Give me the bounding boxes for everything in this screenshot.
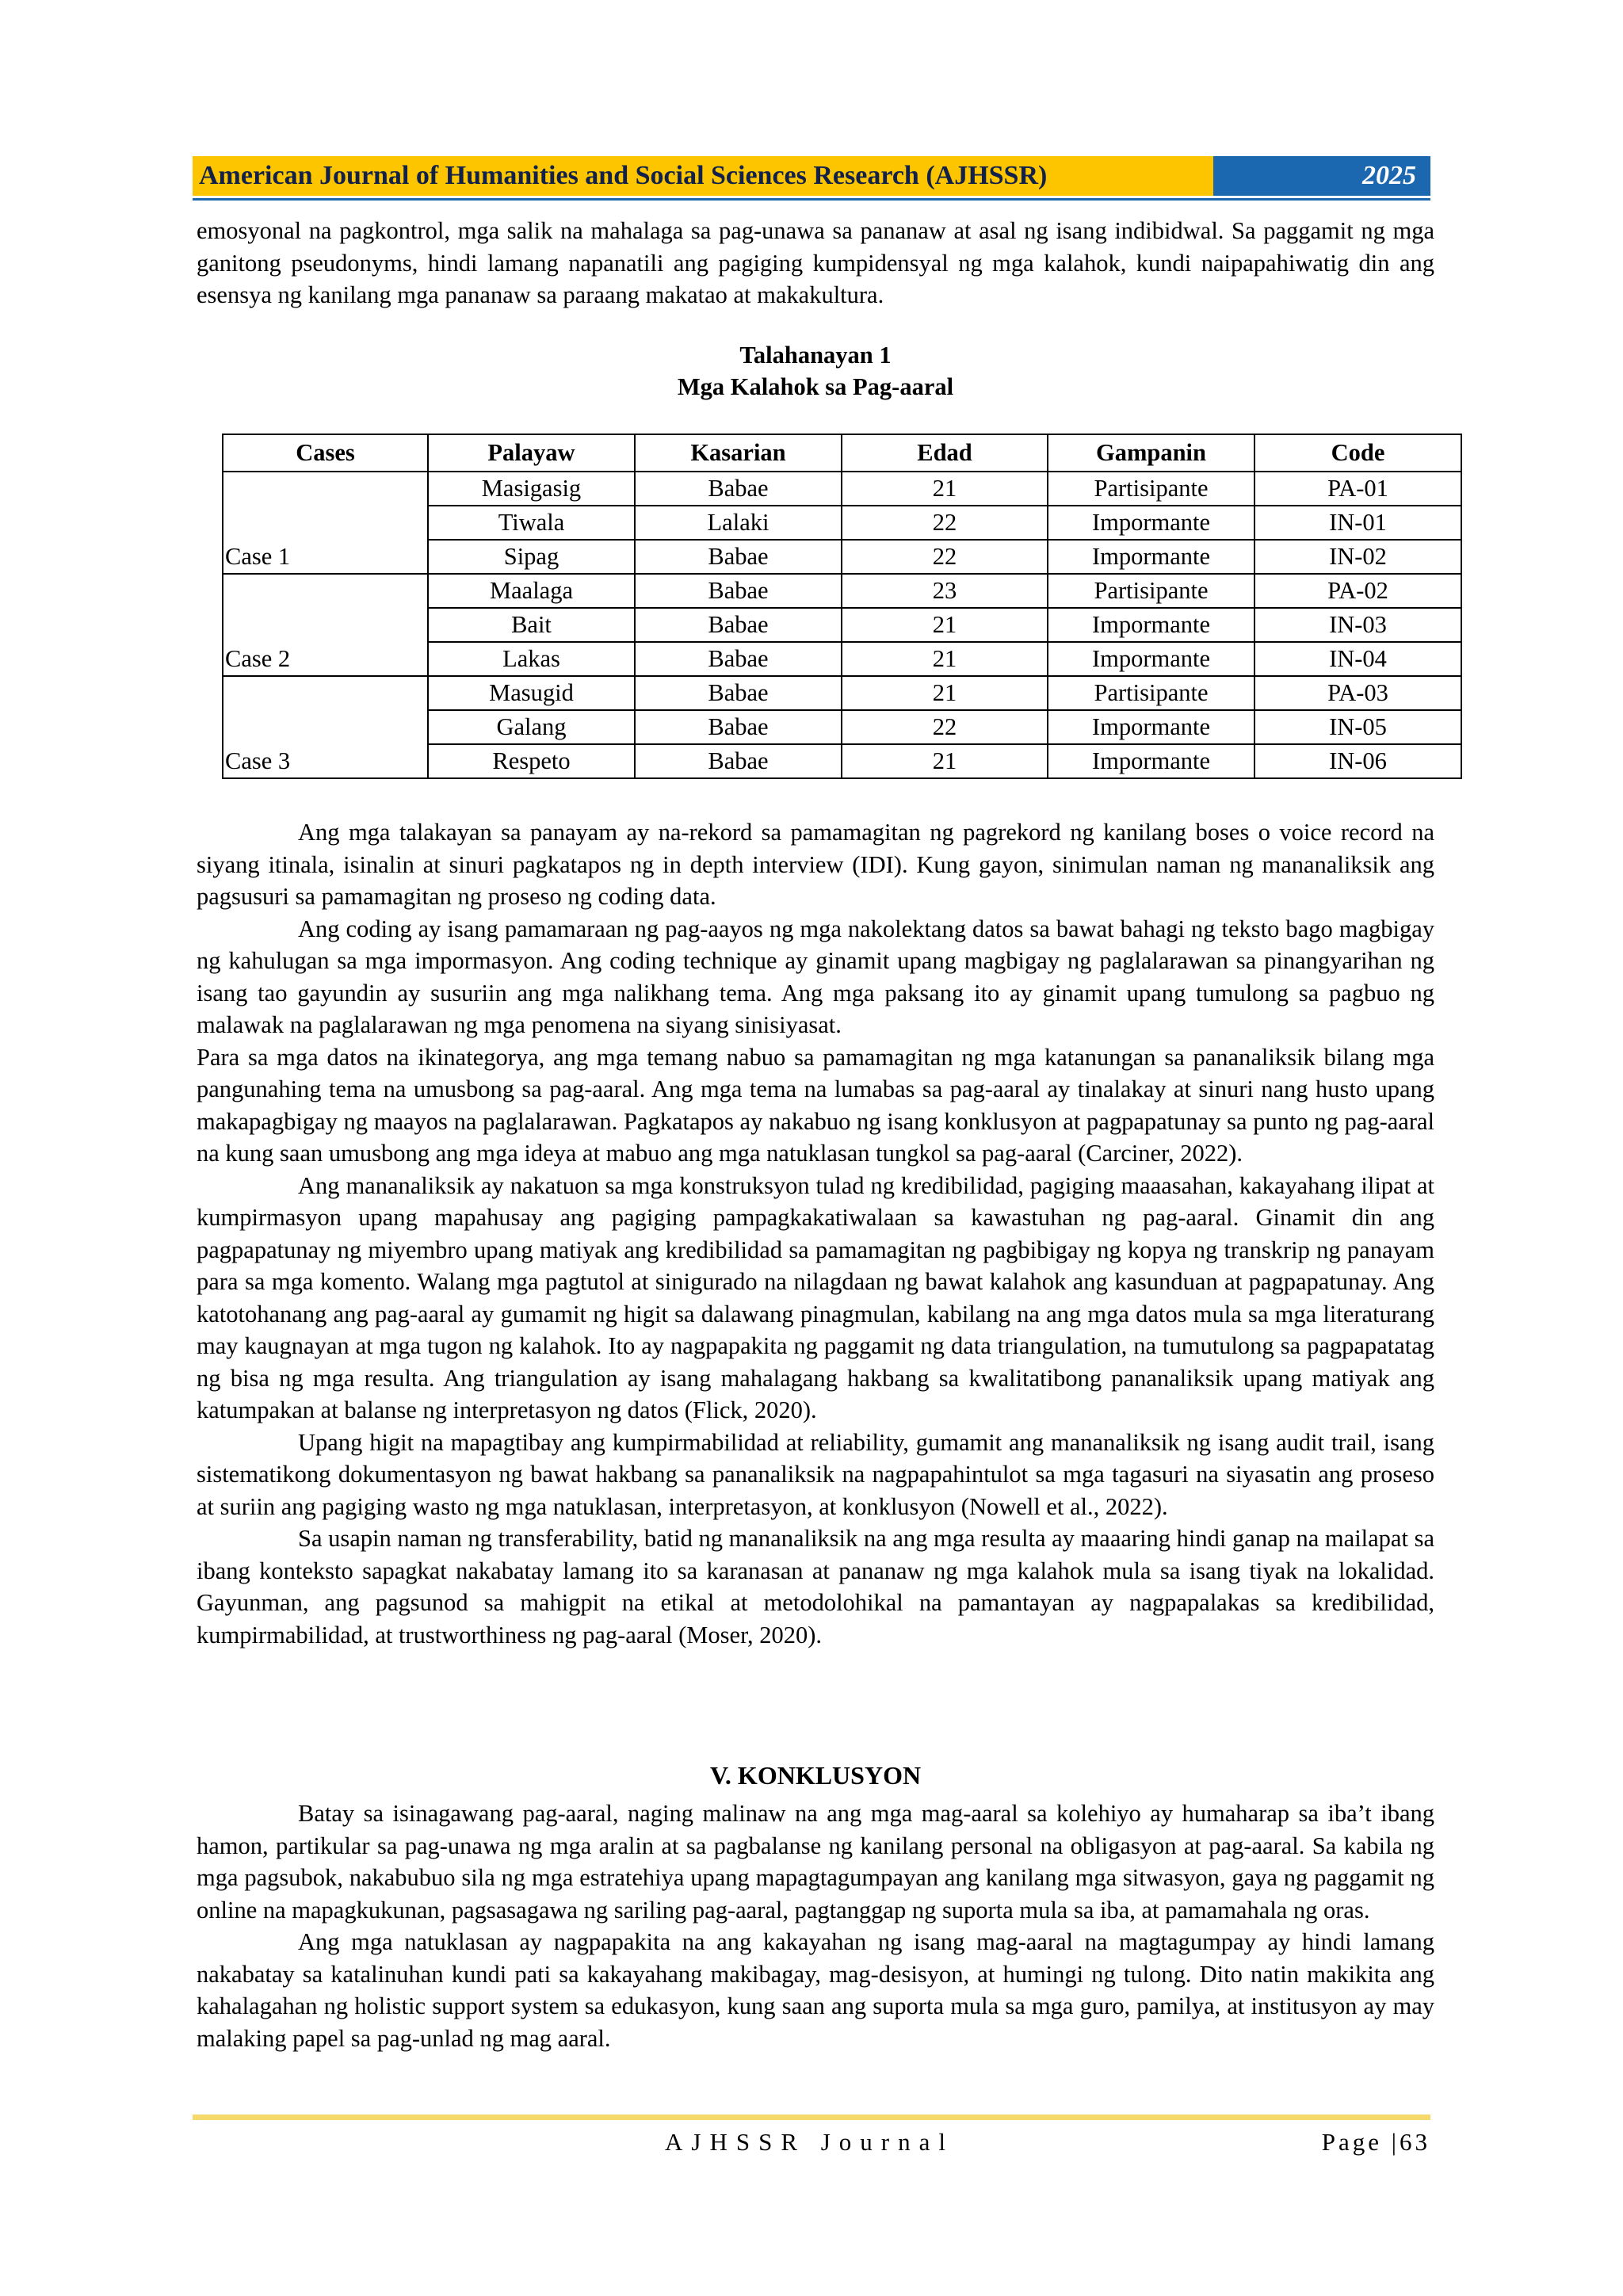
- journal-title: American Journal of Humanities and Social Sciences Research (AJHSSR): [193, 156, 1213, 196]
- table-cell: PA-02: [1254, 574, 1461, 608]
- table-cell: Impormante: [1048, 710, 1254, 744]
- table-header-cell: Code: [1254, 434, 1461, 472]
- table-cell: IN-05: [1254, 710, 1461, 744]
- section-heading: V. KONKLUSYON: [709, 1761, 922, 1790]
- table-cell: Respeto: [428, 744, 635, 778]
- table-cell: 21: [842, 676, 1048, 710]
- participants-table: [222, 434, 1462, 779]
- table-cell: Lalaki: [635, 506, 842, 540]
- table-header-row: [223, 434, 1461, 472]
- table-header-cell: Kasarian: [635, 434, 842, 472]
- table-cell: Impormante: [1048, 506, 1254, 540]
- intro-text: [197, 215, 1434, 311]
- page-number: Page |63: [1321, 2128, 1430, 2156]
- table-cell: Babae: [635, 574, 842, 608]
- table-cell: Impormante: [1048, 642, 1254, 676]
- table-header-cell: Edad: [842, 434, 1048, 472]
- paragraph: Sa usapin naman ng transferability, batid ng mananaliksik na ang mga resulta ay maaaring hindi ganap na mailapat sa ibang konteksto sapagkat nakabatay lamang ito sa karanasan at pananaw ng mga kalahok mula sa isang tiyak na lokalidad. Gayunman, ang pagsunod sa mahigpit na etikal at metodolohikal na pamantayan ay nagpapalakas sa kredibilidad, kumpirmabilidad, at trustworthiness ng pag-aaral (Moser, 2020).: [197, 1525, 1434, 1648]
- header-divider: [193, 198, 1430, 201]
- table-cell: 21: [842, 642, 1048, 676]
- table-header-cell: Gampanin: [1048, 434, 1254, 472]
- paragraph: Ang coding ay isang pamamaraan ng pag-aayos ng mga nakolektang datos sa bawat bahagi ng teksto bago magbigay ng kahulugan sa mga impormasyon. Ang coding technique ay ginamit upang magbigay ng paglalarawan sa pinangyarihan ng isang tao gayundin ay susuriin ang mga nalikhang tema. Ang mga paksang ito ay ginamit upang tumulong sa pagbuo ng malawak na paglalarawan ng mga penomena na siyang sinisiyasat.: [197, 915, 1434, 1038]
- table-row: [223, 472, 1461, 506]
- table-cell: Babae: [635, 540, 842, 574]
- table-cell: Masugid: [428, 676, 635, 710]
- table-cell: IN-04: [1254, 642, 1461, 676]
- table-caption-number: Talahanayan 1: [739, 342, 892, 369]
- paragraph: Upang higit na mapagtibay ang kumpirmabilidad at reliability, gumamit ang mananaliksik ng isang audit trail, isang sistematikong dokumentasyon ng bawat hakbang sa pananaliksik na nagpapahintulot sa mga tagasuri na siyasatin ang proseso at suriin ang pagiging wasto ng mga natuklasan, interpretasyon, at konklusyon (Nowell et al., 2022).: [197, 1428, 1434, 1520]
- table-cell: IN-06: [1254, 744, 1461, 778]
- table-cell: Babae: [635, 642, 842, 676]
- table-cell: 22: [842, 540, 1048, 574]
- case-label: Case 2: [223, 574, 428, 676]
- table-cell: Impormante: [1048, 540, 1254, 574]
- table-cell: Galang: [428, 710, 635, 744]
- table-header-cell: Palayaw: [428, 434, 635, 472]
- table-cell: Babae: [635, 472, 842, 506]
- paragraph: Ang mga talakayan sa panayam ay na-rekord sa pamamagitan ng pagrekord ng kanilang boses o voice record na siyang itinala, isinalin at sinuri pagkatapos ng in depth interview (IDI). Kung gayon, sinimulan naman ng mananaliksik ang pagsusuri sa pamamagitan ng proseso ng coding data.: [197, 819, 1434, 910]
- table-cell: PA-01: [1254, 472, 1461, 506]
- methods-text: [197, 816, 1434, 1651]
- table-cell: 21: [842, 608, 1048, 642]
- intro-paragraph: emosyonal na pagkontrol, mga salik na mahalaga sa pag-unawa sa pananaw at asal ng isang indibidwal. Sa paggamit ng mga ganitong pseudonyms, hindi lamang napanatili ang pagiging kumpidensyal ng mga kalahok, kundi naipapahiwatig din ang esensya ng kanilang mga pananaw sa paraang makatao at makakultura.: [197, 217, 1434, 308]
- table-cell: IN-01: [1254, 506, 1461, 540]
- footer-journal-name: AJHSSR Journal: [665, 2128, 955, 2156]
- table-cell: Babae: [635, 608, 842, 642]
- table-cell: IN-03: [1254, 608, 1461, 642]
- table-cell: Partisipante: [1048, 574, 1254, 608]
- table-cell: 23: [842, 574, 1048, 608]
- table-cell: Impormante: [1048, 744, 1254, 778]
- table-cell: 22: [842, 710, 1048, 744]
- table-cell: 21: [842, 472, 1048, 506]
- table-cell: Maalaga: [428, 574, 635, 608]
- table-cell: Babae: [635, 744, 842, 778]
- paragraph: Ang mga natuklasan ay nagpapakita na ang kakayahan ng isang mag-aaral na magtagumpay ay hindi lamang nakabatay sa katalinuhan kundi pati sa kakayahang makibagay, mag-desisyon, at humingi ng tulong. Dito natin makikita ang kahalagahan ng holistic support system sa edukasyon, kung saan ang suporta mula sa mga guro, pamilya, at institusyon ay may malaking papel sa pag-unlad ng mag aaral.: [197, 1928, 1434, 2052]
- page-footer: [193, 2128, 1430, 2163]
- table-cell: Babae: [635, 710, 842, 744]
- paragraph: Ang mananaliksik ay nakatuon sa mga konstruksyon tulad ng kredibilidad, pagiging maaasahan, kakayahang ilipat at kumpirmasyon upang mapahusay ang pagiging pampagkakatiwalaan sa kawastuhan ng pag-aaral. Ginamit din ang pagpapatunay ng miyembro upang matiyak ang kredibilidad sa pamamagitan ng pagbibigay ng kopya ng transkrip ng panayam para sa mga komento. Walang mga pagtutol at sinigurado na nilagdaan ng bawat kalahok ang kasunduan at pagpapatunay. Ang katotohanang ang pag-aaral ay gumamit ng higit sa dalawang pinagmulan, kabilang na ang mga datos mula sa mga literaturang may kaugnayan at mga tugon ng kalahok. Ito ay nagpapakita ng paggamit ng data triangulation, na tumutulong sa pagpapatatag ng bisa ng mga resulta. Ang triangulation ay isang mahalagang hakbang sa kwalitatibong pananaliksik upang matiyak ang katumpakan at balanse ng interpretasyon ng datos (Flick, 2020).: [197, 1171, 1434, 1423]
- table-cell: Lakas: [428, 642, 635, 676]
- footer-divider: [193, 2115, 1430, 2120]
- table-cell: 22: [842, 506, 1048, 540]
- table-cell: IN-02: [1254, 540, 1461, 574]
- table-row: [223, 574, 1461, 608]
- table-cell: Masigasig: [428, 472, 635, 506]
- table-body: [223, 472, 1461, 778]
- table-cell: Partisipante: [1048, 472, 1254, 506]
- paragraph: Batay sa isinagawang pag-aaral, naging malinaw na ang mga mag-aaral sa kolehiyo ay humaharap sa iba’t ibang hamon, partikular sa pag-unawa ng mga aralin at sa pagbalanse ng kanilang personal na obligasyon at pag-aaral. Sa kabila ng mga pagsubok, nakabubuo sila ng mga estratehiya upang mapagtagumpayan ang kanilang mga sitwasyon, gaya ng paggamit ng online na mapagkukunan, pagsasagawa ng sariling pag-aaral, pagtanggap ng suporta mula sa iba, at pamamahala ng oras.: [197, 1800, 1434, 1924]
- table-cell: Babae: [635, 676, 842, 710]
- table-cell: 21: [842, 744, 1048, 778]
- table-cell: Sipag: [428, 540, 635, 574]
- journal-year: 2025: [1213, 156, 1430, 196]
- paragraph: Para sa mga datos na ikinategorya, ang mga temang nabuo sa pamamagitan ng mga katanungan sa pananaliksik bilang mga pangunahing tema na umusbong sa pag-aaral. Ang mga tema na lumabas sa pag-aaral ay tinalakay at sinuri nang husto upang makapagbigay ng maayos na paglalarawan. Pagkatapos ay nakabuo ng isang konklusyon at pagpapatunay sa punto ng pag-aaral na kung saan umusbong ang mga ideya at mabuo ang mga natuklasan tungkol sa pag-aaral (Carciner, 2022).: [197, 1043, 1434, 1167]
- table-cell: PA-03: [1254, 676, 1461, 710]
- table-row: [223, 676, 1461, 710]
- table-cell: Impormante: [1048, 608, 1254, 642]
- table-caption-title: Mga Kalahok sa Pag-aaral: [677, 373, 954, 400]
- table-header-cell: Cases: [223, 434, 428, 472]
- journal-header: [193, 156, 1430, 196]
- case-label: Case 3: [223, 676, 428, 778]
- table-cell: Tiwala: [428, 506, 635, 540]
- case-label: Case 1: [223, 472, 428, 574]
- table-cell: Partisipante: [1048, 676, 1254, 710]
- table-cell: Bait: [428, 608, 635, 642]
- conclusion-text: [197, 1797, 1434, 2054]
